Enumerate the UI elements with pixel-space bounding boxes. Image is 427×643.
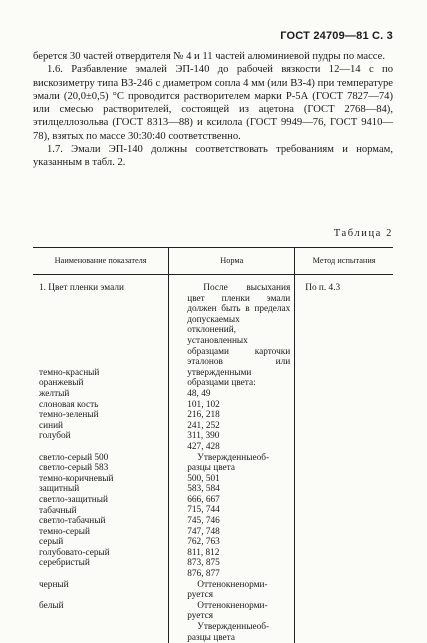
norm-text: Оттенокненорми- руется xyxy=(173,580,290,601)
color-name-list xyxy=(39,294,164,622)
norm-value: 762, 763 xyxy=(173,537,290,548)
norm-cell xyxy=(169,275,295,643)
paragraph-continuation: берется 30 частей отвердителя № 4 и 11 частей алюминиевой пудры по массе. xyxy=(33,50,393,63)
norm-intro: После высыхания цвет пленки эмали должен быть в пределах допускаемых отклонений, установленных образцами карточки эталонов или утвержденными образцами цвета: xyxy=(173,283,290,389)
norm-value: 745, 746 xyxy=(173,516,290,527)
norm-value: 427, 428 xyxy=(173,442,290,453)
norm-text: Оттенокненорми- руется xyxy=(173,601,290,622)
color-name: оранжевый xyxy=(39,378,164,389)
norm-value: 500, 501 xyxy=(173,474,290,485)
name-spacer xyxy=(39,294,164,368)
color-name: синий xyxy=(39,421,164,432)
table-header-row xyxy=(33,248,393,275)
color-name: голубой xyxy=(39,431,164,442)
norm-value: 48, 49 xyxy=(173,389,290,400)
norm-value: 811, 812 xyxy=(173,548,290,559)
name-spacer xyxy=(39,569,164,580)
header-method: Метод испытания xyxy=(295,248,393,275)
paragraph-1-7: 1.7. Эмали ЭП-140 должны соответствовать требованиям и нормам, указанным в табл. 2. xyxy=(33,143,393,170)
color-name: темно-серый xyxy=(39,527,164,538)
norm-text: Утвержденныеоб- разцы цвета xyxy=(173,622,290,643)
header-norm: Норма xyxy=(169,248,295,275)
method-text: По п. 4.3 xyxy=(305,283,340,293)
table-caption: Таблица 2 xyxy=(334,228,393,239)
norm-text: Утвержденныеоб- разцы цвета xyxy=(173,453,290,474)
color-name: светло-защитный xyxy=(39,495,164,506)
norm-value: 876, 877 xyxy=(173,569,290,580)
indicator-cell xyxy=(33,275,169,643)
name-spacer xyxy=(39,611,164,622)
color-name: темно-красный xyxy=(39,368,164,379)
color-name: светло-серый 500 xyxy=(39,453,164,464)
color-name: защитный xyxy=(39,484,164,495)
color-name: серебристый xyxy=(39,558,164,569)
color-name: табачный xyxy=(39,506,164,517)
norm-value: 241, 252 xyxy=(173,421,290,432)
body-text xyxy=(33,50,393,170)
norm-value-list xyxy=(173,389,290,643)
paragraph-1-6: 1.6. Разбавление эмалей ЭП-140 до рабочей вязкости 12—14 с по вискозиметру типа ВЗ-246 с диаметром сопла 4 мм (или ВЗ-4) при температуре эмали (20,0±0,5) °С проводится растворителем марки Р-5А (ГОСТ 7827—74) или смесью растворителей, состоящей из ацетона (ГОСТ 2768—84), этилцеллозольва (ГОСТ 8313—88) и ксилола (ГОСТ 9949—76, ГОСТ 9410—78), взятых по массе 30:30:40 соответственно. xyxy=(33,63,393,143)
method-cell xyxy=(295,275,393,643)
indicator-name: 1. Цвет пленки эмали xyxy=(39,283,164,294)
page-header: ГОСТ 24709—81 С. 3 xyxy=(280,30,393,42)
color-name: голубовато-серый xyxy=(39,548,164,559)
color-name: слоновая кость xyxy=(39,400,164,411)
color-name: светло-табачный xyxy=(39,516,164,527)
color-name: белый xyxy=(39,601,164,612)
norm-value: 873, 875 xyxy=(173,558,290,569)
table-row xyxy=(33,275,393,643)
norm-value: 101, 102 xyxy=(173,400,290,411)
norm-value: 216, 218 xyxy=(173,410,290,421)
norm-value: 311, 390 xyxy=(173,431,290,442)
norm-value: 715, 744 xyxy=(173,505,290,516)
color-name: желтый xyxy=(39,389,164,400)
color-name: темно-зеленый xyxy=(39,410,164,421)
color-name: серый xyxy=(39,537,164,548)
requirements-table xyxy=(33,247,393,643)
norm-value: 583, 584 xyxy=(173,484,290,495)
header-indicator: Наименование показателя xyxy=(33,248,169,275)
norm-value: 666, 667 xyxy=(173,495,290,506)
name-spacer xyxy=(39,590,164,601)
color-name: светло-серый 583 xyxy=(39,463,164,474)
color-name: темно-коричневый xyxy=(39,474,164,485)
name-spacer xyxy=(39,442,164,453)
color-name: черный xyxy=(39,580,164,591)
norm-value: 747, 748 xyxy=(173,527,290,538)
